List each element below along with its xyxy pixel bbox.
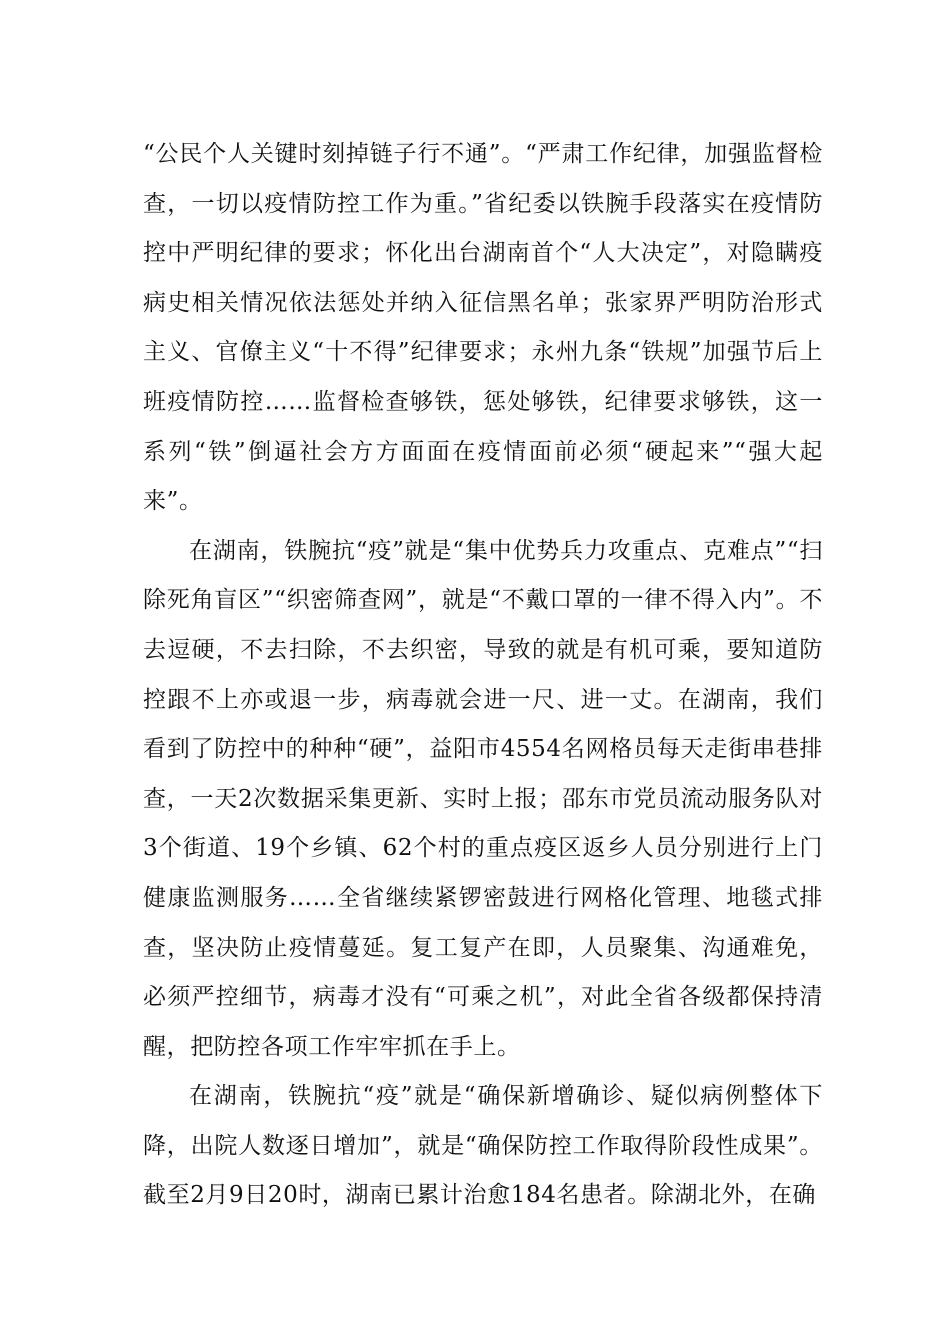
paragraph-1: “公民个人关键时刻掉链子行不通”。“严肃工作纪律，加强监督检查，一切以疫情防控工作为重。”省纪委以铁腕手段落实在疫情防控中严明纪律的要求；怀化出台湖南首个“人大决定”，对隐瞒疫病史相关情况依法惩处并纳入征信黑名单；张家界严明防治形式主义、官僚主义“十不得”纪律要求；永州九条“铁规”加强节后上班疫情防控……监督检查够铁，惩处够铁，纪律要求够铁，这一系列“铁”倒逼社会方方面面在疫情面前必须“硬起来”“强大起来”。 (143, 141, 823, 515)
paragraph-3: 在湖南，铁腕抗“疫”就是“确保新增确诊、疑似病例整体下降，出院人数逐日增加”，就是“确保防控工作取得阶段性成果”。截至2月9日20时，湖南已累计治愈184名患者。除湖北外，在确 (143, 1083, 823, 1209)
document-body (143, 130, 823, 1221)
paragraph-2: 在湖南，铁腕抗“疫”就是“集中优势兵力攻重点、克难点”“扫除死角盲区”“织密筛查网”，就是“不戴口罩的一律不得入内”。不去逗硬，不去扫除，不去织密，导致的就是有机可乘，要知道防控跟不上亦或退一步，病毒就会进一尺、进一丈。在湖南，我们看到了防控中的种种“硬”，益阳市4554名网格员每天走街串巷排查，一天2次数据采集更新、实时上报；邵东市党员流动服务队对3个街道、19个乡镇、62个村的重点疫区返乡人员分别进行上门健康监测服务……全省继续紧锣密鼓进行网格化管理、地毯式排查，坚决防止疫情蔓延。复工复产在即，人员聚集、沟通难免，必须严控细节，病毒才没有“可乘之机”，对此全省各级都保持清醒，把防控各项工作牢牢抓在手上。 (143, 537, 823, 1060)
